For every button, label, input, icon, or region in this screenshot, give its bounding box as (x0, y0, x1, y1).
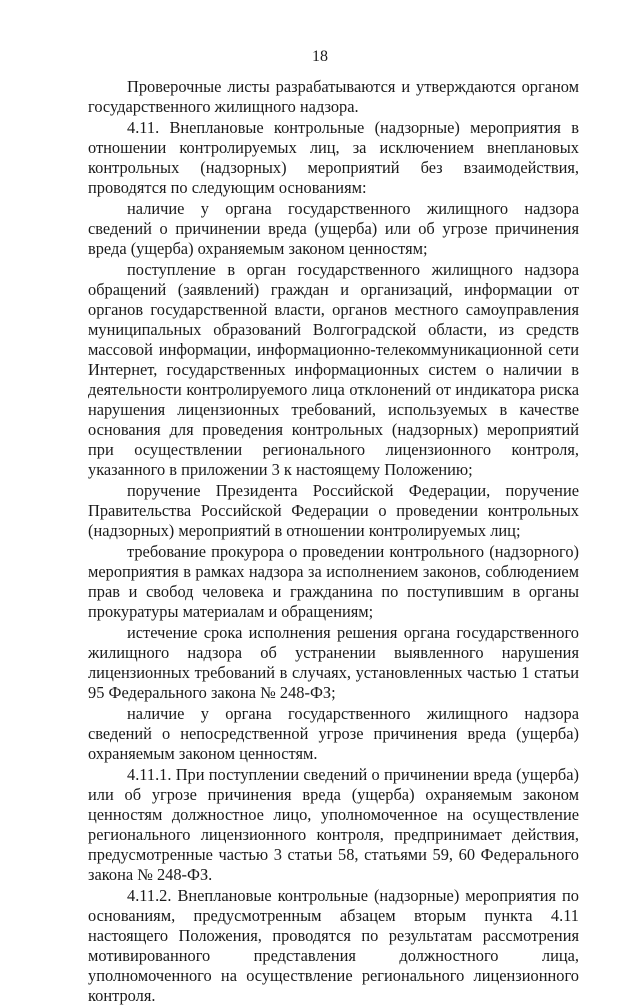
page-number: 18 (312, 48, 328, 65)
paragraph-immediate-threat: наличие у органа государственного жилищного надзора сведений о непосредственной угрозе причинения вреда (ущерба) охраняемым законом ценностям. (88, 704, 579, 763)
paragraph-presidential-order: поручение Президента Российской Федерации, поручение Правительства Российской Федерации о проведении контрольных (надзорных) мероприятий в отношении контролируемых лиц; (88, 481, 579, 540)
paragraph-deadline-expiry: истечение срока исполнения решения органа государственного жилищного надзора об устранении выявленного нарушения лицензионных требований в случаях, установленных частью 1 статьи 95 Федерального закона № 248-ФЗ; (88, 623, 579, 702)
document-body (88, 77, 579, 1006)
paragraph-harm-information: наличие у органа государственного жилищного надзора сведений о причинении вреда (ущерба) или об угрозе причинения вреда (ущерба) охраняемым законом ценностям; (88, 199, 579, 258)
paragraph-prosecutor-demand: требование прокурора о проведении контрольного (надзорного) мероприятия в рамках надзора за исполнением законов, соблюдением прав и свобод человека и гражданина по поступившим в органы прокуратуры материалам и обращениям; (88, 542, 579, 621)
paragraph-appeals-received: поступление в орган государственного жилищного надзора обращений (заявлений) граждан и организаций, информации от органов государственной власти, органов местного самоуправления муниципальных образований Волгоградской области, из средств массовой информации, информационно-телекоммуникационной сети Интернет, государственных информационных систем о наличии в деятельности контролируемого лица отклонений от индикатора риска нарушения лицензионных требований, используемых в качестве основания для проведения контрольных (надзорных) мероприятий при осуществлении регионального лицензионного контроля, указанного в приложении 3 к настоящему Положению; (88, 260, 579, 479)
paragraph-4-11: 4.11. Внеплановые контрольные (надзорные) мероприятия в отношении контролируемых лиц, за исключением внеплановых контрольных (надзорных) мероприятий без взаимодействия, проводятся по следующим основаниям: (88, 118, 579, 197)
paragraph-4-11-1: 4.11.1. При поступлении сведений о причинении вреда (ущерба) или об угрозе причинения вреда (ущерба) охраняемым законом ценностям должностное лицо, уполномоченное на осуществление регионального лицензионного контроля, предпринимает действия, предусмотренные частью 3 статьи 58, статьями 59, 60 Федерального закона № 248-ФЗ. (88, 765, 579, 884)
paragraph-checklists: Проверочные листы разрабатываются и утверждаются органом государственного жилищного надзора. (88, 77, 579, 116)
paragraph-4-11-2: 4.11.2. Внеплановые контрольные (надзорные) мероприятия по основаниям, предусмотренным абзацем вторым пункта 4.11 настоящего Положения, проводятся по результатам рассмотрения мотивированного представления должностного лица, уполномоченного на осуществление регионального лицензионного контроля. (88, 886, 579, 1005)
